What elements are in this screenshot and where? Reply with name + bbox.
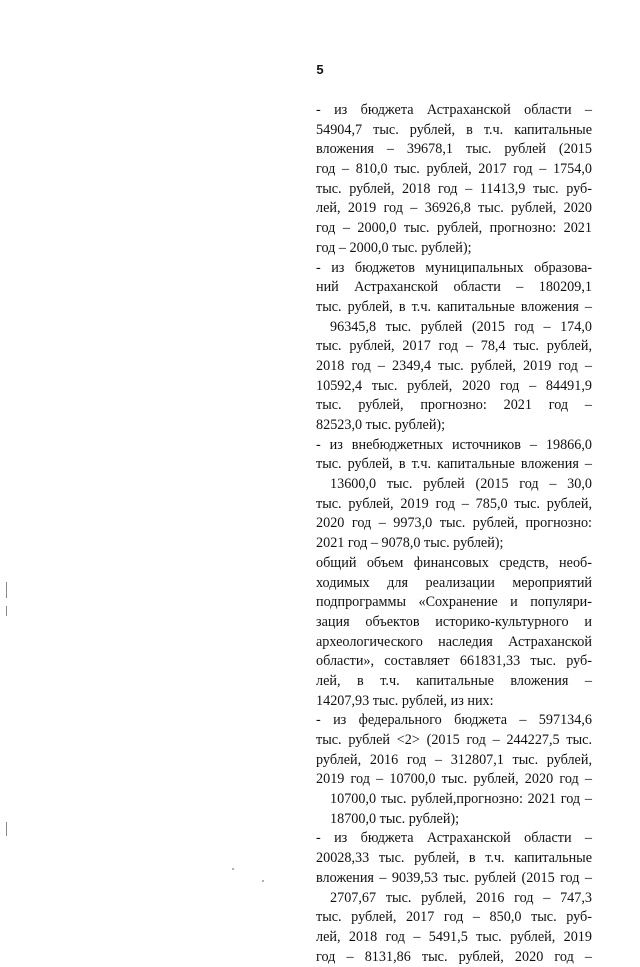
text-line: рублей, 2016 год – 312807,1 тыс. рублей, xyxy=(316,751,592,768)
text-line: год – 8131,86 тыс. рублей, 2020 год – xyxy=(316,948,592,965)
text-line: 10592,4 тыс. рублей, 2020 год – 84491,9 xyxy=(316,377,592,394)
text-line: тыс. рублей, в т.ч. капитальные вложения – xyxy=(316,298,592,315)
text-line: подпрограммы «Сохранение и популяри- xyxy=(316,594,592,611)
text-line: ходимых для реализации мероприятий xyxy=(316,574,592,591)
text-line: 20028,33 тыс. рублей, в т.ч. капитальные xyxy=(316,850,592,867)
text-line: тыс. рублей <2> (2015 год – 244227,5 тыс. xyxy=(316,732,592,748)
text-line: год – 2000,0 тыс. рублей); xyxy=(316,239,472,256)
text-line: 2018 год – 2349,4 тыс. рублей, 2019 год – xyxy=(316,357,592,374)
text-line: 2707,67 тыс. рублей, 2016 год – 747,3 xyxy=(330,889,592,906)
document-text xyxy=(316,101,592,967)
text-line: зация объектов историко-культурного и xyxy=(316,613,592,630)
margin-mark-1 xyxy=(6,582,7,598)
text-line: тыс. рублей, 2019 год – 785,0 тыс. рублей, xyxy=(316,495,592,512)
text-line: - из бюджета Астраханской области – xyxy=(316,102,592,118)
text-line: 18700,0 тыс. рублей); xyxy=(330,810,460,827)
text-line: год – 810,0 тыс. рублей, 2017 год – 1754,0 xyxy=(316,161,592,178)
text-line: тыс. рублей, 2017 год – 78,4 тыс. рублей, xyxy=(316,338,592,355)
text-line: 2020 год – 9973,0 тыс. рублей, прогнозно: xyxy=(316,515,592,532)
text-line: тыс. рублей, в т.ч. капитальные вложения – xyxy=(316,456,592,473)
text-line: 14207,93 тыс. рублей, из них: xyxy=(316,692,494,709)
scan-speck-1 xyxy=(262,880,264,882)
text-line: археологического наследия Астраханской xyxy=(316,633,592,650)
margin-mark-3 xyxy=(6,822,7,836)
text-line: 2019 год – 10700,0 тыс. рублей, 2020 год – xyxy=(316,771,592,788)
text-line: общий объем финансовых средств, необ- xyxy=(316,554,592,571)
text-line: - из бюджетов муниципальных образова- xyxy=(316,259,592,276)
text-line: год – 2000,0 тыс. рублей, прогнозно: 2021 xyxy=(316,220,592,237)
text-line: 13600,0 тыс. рублей (2015 год – 30,0 xyxy=(330,476,592,493)
text-line: 10700,0 тыс. рублей,прогнозно: 2021 год – xyxy=(330,791,592,808)
text-line: - из бюджета Астраханской области – xyxy=(316,830,592,847)
text-line: лей, в т.ч. капитальные вложения – xyxy=(316,672,592,689)
text-line: тыс. рублей, 2018 год – 11413,9 тыс. руб- xyxy=(316,180,592,197)
text-line: области», составляет 661831,33 тыс. руб- xyxy=(316,653,592,670)
text-line: - из федерального бюджета – 597134,6 xyxy=(316,712,592,729)
text-line: тыс. рублей, прогнозно: 2021 год – xyxy=(316,397,592,414)
page-number: 5 xyxy=(316,62,324,77)
text-line: вложения – 39678,1 тыс. рублей (2015 xyxy=(316,141,592,158)
text-line: 82523,0 тыс. рублей); xyxy=(316,417,446,433)
text-line: лей, 2018 год – 5491,5 тыс. рублей, 2019 xyxy=(316,928,592,945)
margin-mark-2 xyxy=(6,606,7,616)
text-line: ний Астраханской области – 180209,1 xyxy=(316,279,592,296)
text-line: тыс. рублей, 2017 год – 850,0 тыс. руб- xyxy=(316,909,592,926)
text-line: лей, 2019 год – 36926,8 тыс. рублей, 2020 xyxy=(316,200,592,217)
scan-speck-2 xyxy=(232,868,234,870)
text-line: - из внебюджетных источников – 19866,0 xyxy=(316,436,592,453)
text-line: 2021 год – 9078,0 тыс. рублей); xyxy=(316,535,504,552)
text-line: 54904,7 тыс. рублей, в т.ч. капитальные xyxy=(316,121,592,138)
text-line: 96345,8 тыс. рублей (2015 год – 174,0 xyxy=(330,318,592,335)
text-line: вложения – 9039,53 тыс. рублей (2015 год – xyxy=(316,869,592,886)
